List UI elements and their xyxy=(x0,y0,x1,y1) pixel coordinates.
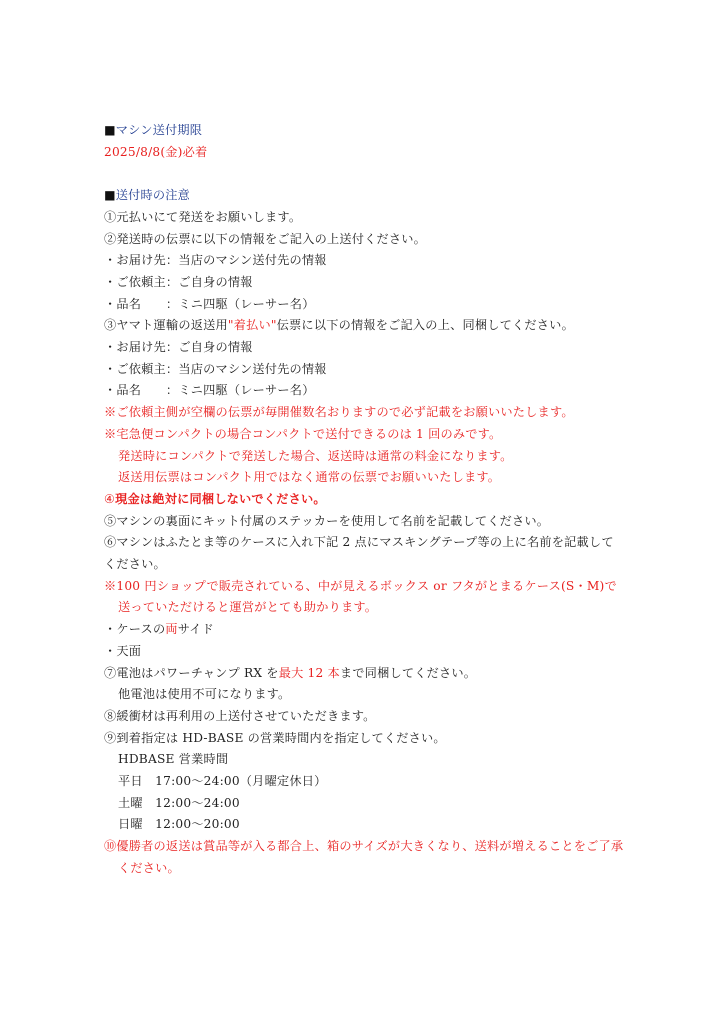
note-item-2-sub-2: ・ご依頼主：ご自身の情報 xyxy=(104,274,253,289)
note-item-6-sub-1-pre: ・ケースの xyxy=(104,622,166,637)
note-item-3-sub-3: ・品名 ：ミニ四駆（レーサー名） xyxy=(104,383,315,398)
note-item-7 xyxy=(104,663,624,685)
note-item-6-sub-2: ・天面 xyxy=(104,643,142,658)
note-item-5: ⑤マシンの裏面にキット付属のステッカーを使用して名前を記載してください。 xyxy=(104,513,550,528)
warning-compact-line-2: 発送時にコンパクトで発送した場合、返送時は通常の料金になります。 xyxy=(118,448,513,463)
note-item-6-sub-1 xyxy=(104,619,624,641)
note-item-3-pre: ③ヤマト運輸の返送用 xyxy=(104,318,228,333)
business-hours-title: HDBASE 営業時間 xyxy=(118,752,229,767)
note-item-6-sub-1-post: サイド xyxy=(177,622,215,637)
business-hours-weekday: 平日 17:00～24:00（月曜定休日） xyxy=(118,774,327,789)
deadline-heading xyxy=(104,120,624,142)
warning-case-suggestion: ※100 円ショップで販売されている、中が見えるボックス or フタがとまるケース(S・M)で送っていただけると運営がとても助かります。 xyxy=(104,578,617,615)
heading-marker: ■ xyxy=(104,123,116,137)
business-hours-sunday: 日曜 12:00～20:00 xyxy=(118,817,240,832)
warning-blank-sender: ※ご依頼主側が空欄の伝票が毎開催数名おりますので必ず記載をお願いいたします。 xyxy=(104,405,574,420)
note-item-7-line-2: 他電池は使用不可になります。 xyxy=(118,687,291,702)
note-item-4-number: ④ xyxy=(104,491,116,506)
note-item-7-pre: ⑦電池はパワーチャンプ RX を xyxy=(104,665,279,680)
deadline-date: 2025/8/8(金)必着 xyxy=(104,144,208,159)
note-item-4 xyxy=(104,489,624,511)
note-item-3 xyxy=(104,315,624,337)
deadline-heading-text: マシン送付期限 xyxy=(115,123,203,137)
business-hours-saturday: 土曜 12:00～24:00 xyxy=(118,795,240,810)
battery-limit-highlight: 最大 12 本 xyxy=(278,665,340,680)
note-item-2: ②発送時の伝票に以下の情報をご記入の上送付ください。 xyxy=(104,231,427,246)
note-item-8: ⑧緩衝材は再利用の上送付させていただきます。 xyxy=(104,708,376,723)
note-item-3-sub-1: ・お届け先：ご自身の情報 xyxy=(104,340,253,355)
both-sides-highlight: 両 xyxy=(165,622,178,637)
warning-compact-line-1: ※宅急便コンパクトの場合コンパクトで送付できるのは 1 回のみです。 xyxy=(104,426,502,441)
note-item-6: ⑥マシンはふたとま等のケースに入れ下記 2 点にマスキングテープ等の上に名前を記載してください。 xyxy=(104,535,614,572)
note-item-2-sub-3: ・品名 ：ミニ四駆（レーサー名） xyxy=(104,296,315,311)
note-item-3-post: 伝票に以下の情報をご記入の上、同梱してください。 xyxy=(276,318,574,333)
no-cash-warning: 現金は絶対に同梱しないでください。 xyxy=(115,491,326,506)
document-body xyxy=(104,120,624,880)
spacer xyxy=(104,163,624,185)
notes-heading-text: 送付時の注意 xyxy=(115,188,191,203)
note-item-2-sub-1: ・お届け先：当店のマシン送付先の情報 xyxy=(104,253,327,268)
note-item-3-sub-2: ・ご依頼主：当店のマシン送付先の情報 xyxy=(104,361,327,376)
warning-compact-line-3: 返送用伝票はコンパクト用ではなく通常の伝票でお願いいたします。 xyxy=(118,470,501,485)
note-item-1: ①元払いにて発送をお願いします。 xyxy=(104,209,302,224)
note-item-7-post: まで同梱してください。 xyxy=(339,665,477,680)
heading-marker: ■ xyxy=(104,188,116,203)
notes-heading xyxy=(104,185,624,207)
note-item-10: ⑩優勝者の返送は賞品等が入る都合上、箱のサイズが大きくなり、送料が増えることをご了承ください。 xyxy=(104,839,624,875)
note-item-9: ⑨到着指定は HD-BASE の営業時間内を指定してください。 xyxy=(104,730,446,745)
cash-on-delivery-highlight: "着払い" xyxy=(227,318,277,333)
